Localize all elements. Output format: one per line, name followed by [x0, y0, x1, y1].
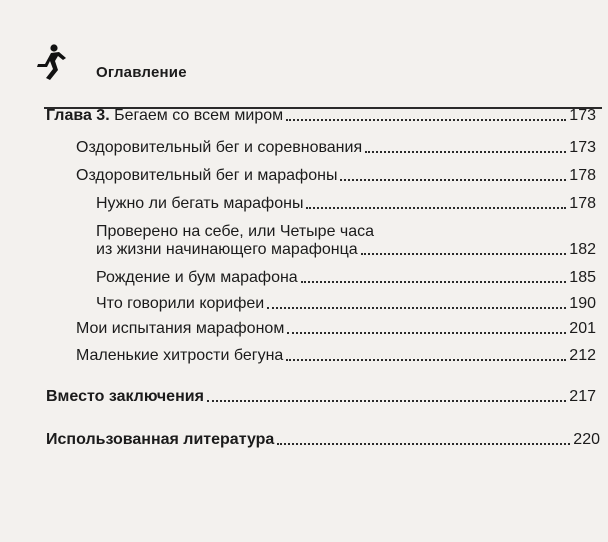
toc-entry-label: Вместо заключения	[46, 388, 204, 405]
dot-leader	[340, 179, 566, 181]
toc-page-number: 190	[569, 295, 596, 312]
dot-leader	[286, 119, 566, 121]
toc-page-number: 217	[569, 388, 596, 405]
toc-entry-chapter-3[interactable]	[46, 102, 596, 124]
toc-page-number: 178	[569, 167, 596, 184]
toc-entry-label-line-1[interactable]: Проверено на себе, или Четыре часа	[96, 223, 375, 240]
toc-page-number: 220	[573, 431, 600, 448]
toc-entry[interactable]	[96, 236, 596, 258]
toc-entry-label: Оздоровительный бег и соревнования	[76, 139, 363, 156]
toc-entry-label: Мои испытания марафоном	[76, 320, 285, 337]
toc-entry[interactable]	[76, 134, 596, 156]
dot-leader	[207, 400, 566, 402]
dot-leader	[306, 207, 566, 209]
toc-page-number: 212	[569, 347, 596, 364]
toc-entry-conclusion[interactable]	[46, 383, 596, 405]
toc-entry[interactable]	[96, 264, 596, 286]
toc-entry-label: Использованная литература	[46, 431, 275, 448]
toc-entry[interactable]	[76, 315, 596, 337]
toc-entry-label: Нужно ли бегать марафоны	[96, 195, 304, 212]
dot-leader	[361, 253, 567, 255]
toc-page-number: 201	[569, 320, 596, 337]
toc-entry-label: Глава 3. Бегаем со всем миром	[46, 107, 284, 124]
toc-entry-label: Оздоровительный бег и марафоны	[76, 167, 338, 184]
toc-entry[interactable]	[76, 162, 596, 184]
header-title: Оглавление	[96, 64, 187, 81]
toc-page-number: 173	[569, 139, 596, 156]
toc-page-number: 178	[569, 195, 596, 212]
toc-page-number: 182	[569, 241, 596, 258]
toc-page-number: 185	[569, 269, 596, 286]
dot-leader	[287, 332, 566, 334]
dot-leader	[267, 307, 566, 309]
toc-entry[interactable]	[96, 190, 596, 212]
dot-leader	[301, 281, 567, 283]
dot-leader	[277, 443, 570, 445]
toc-entry-label: Что говорили корифеи	[96, 295, 265, 312]
toc-page-number: 173	[569, 107, 596, 124]
toc-entry[interactable]	[96, 290, 596, 312]
toc-entry[interactable]	[76, 342, 596, 364]
toc-entry-label: Рождение и бум марафона	[96, 269, 298, 286]
toc-entry-references[interactable]	[46, 426, 600, 448]
dot-leader	[365, 151, 566, 153]
toc-entry-label: из жизни начинающего марафонца	[96, 241, 358, 258]
toc-entry-label: Маленькие хитрости бегуна	[76, 347, 284, 364]
dot-leader	[286, 359, 566, 361]
